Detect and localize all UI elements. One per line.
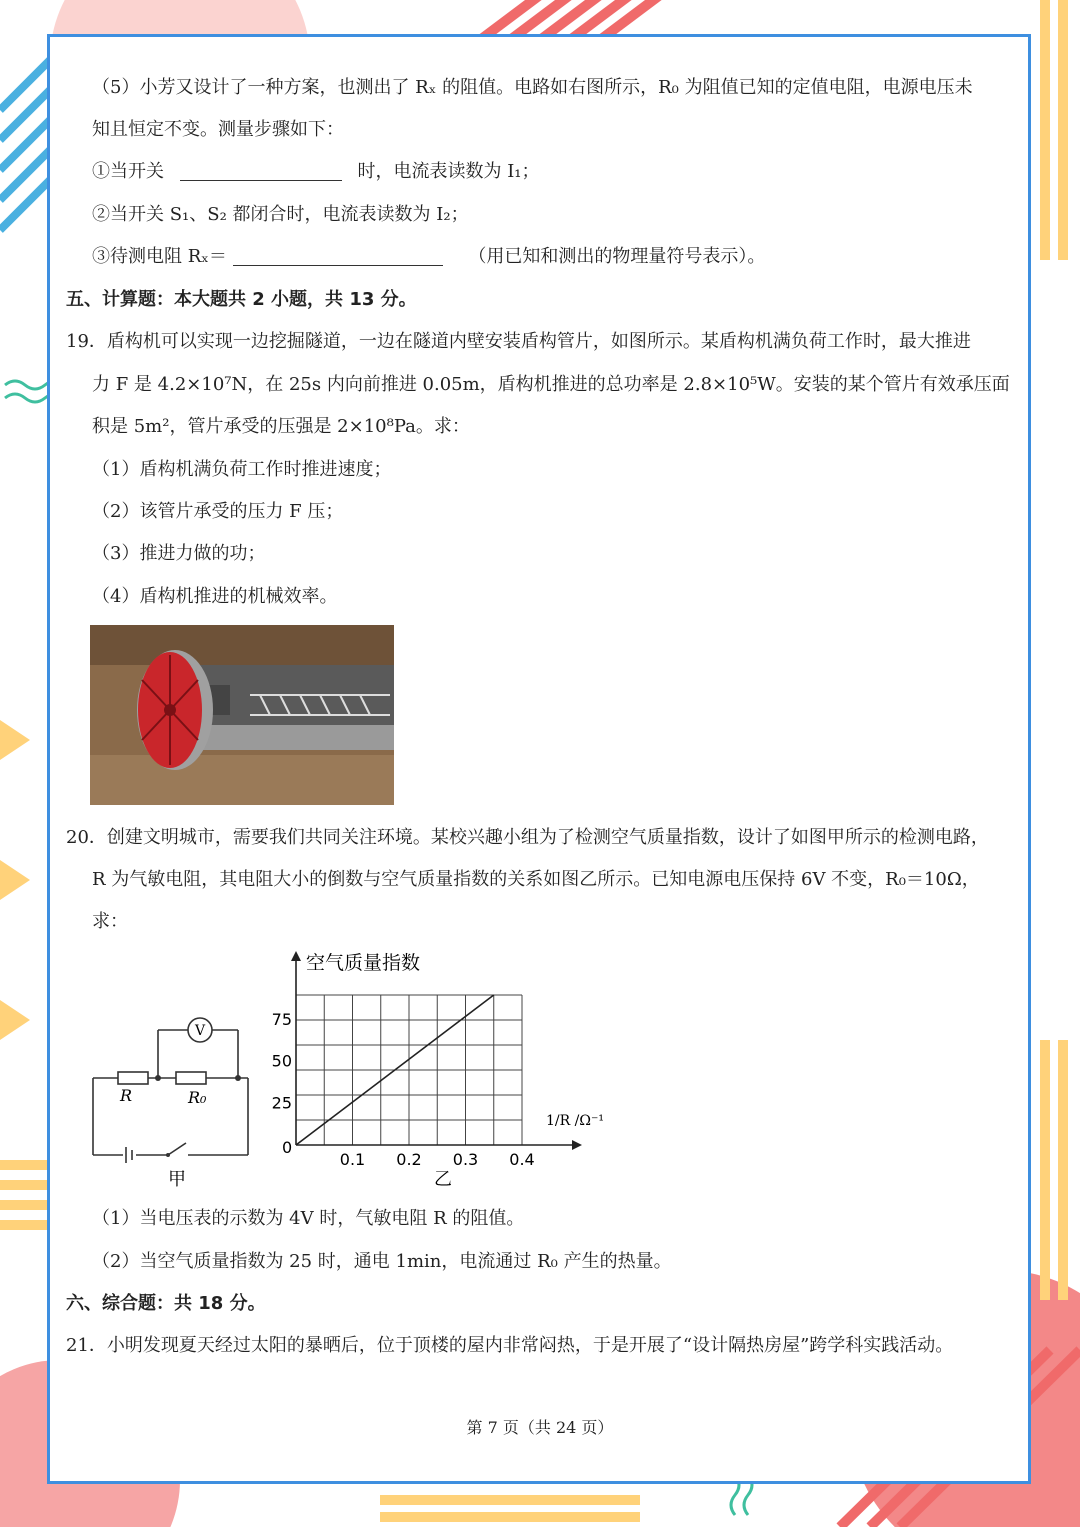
q20-sub1: （1）当电压表的示数为 4V 时，气敏电阻 R 的阻值。 [92, 1208, 525, 1229]
x-tick-label: 0.4 [509, 1150, 535, 1169]
x-tick-label: 0.1 [339, 1150, 366, 1169]
graph-origin-label: 0 [282, 1138, 293, 1157]
q18-step3-blank[interactable] [233, 247, 443, 266]
q19-sub3: （3）推进力做的功； [92, 543, 266, 564]
y-tick-label: 50 [271, 1051, 292, 1071]
q18-step3 [92, 245, 765, 269]
q18-part5-line2: 知且恒定不变。测量步骤如下： [92, 119, 344, 140]
q19-sub1: （1）盾构机满负荷工作时推进速度； [92, 459, 392, 480]
resistor-r-label: R [120, 1086, 133, 1105]
q19-sub2: （2）该管片承受的压力 F 压； [92, 501, 344, 522]
resistor-r0-label: R₀ [188, 1088, 207, 1107]
q18-step1 [92, 160, 540, 184]
q21-line1: 21．小明发现夏天经过太阳的暴晒后，位于顶楼的屋内非常闷热，于是开展了“设计隔热房屋”跨学科实践活动。 [66, 1335, 954, 1356]
q19-line3: 积是 5m²，管片承受的压强是 2×10⁸Pa。求： [92, 416, 470, 437]
graph-grid [296, 995, 522, 1145]
q18-step1-blank[interactable] [180, 162, 342, 181]
section6-title: 六、综合题：共 18 分。 [66, 1293, 266, 1314]
q18-part5-line1: （5）小芳又设计了一种方案，也测出了 Rₓ 的阻值。电路如右图所示，R₀ 为阻值已知的定值电阻，电源电压未 [92, 77, 973, 98]
section5-title: 五、计算题：本大题共 2 小题，共 13 分。 [66, 289, 417, 310]
x-tick-label: 0.3 [452, 1150, 479, 1169]
q20-line3: 求： [92, 911, 128, 932]
x-tick-label: 0.2 [396, 1150, 422, 1169]
shield-machine-photo [90, 625, 394, 805]
q19-line2: 力 F 是 4.2×10⁷N，在 25s 内向前推进 0.05m，盾构机推进的总功率是 2.8×10⁵W。安装的某个管片有效承压面 [92, 374, 1010, 395]
graph-ylabel: 空气质量指数 [306, 952, 421, 974]
q19-sub4: （4）盾构机推进的机械效率。 [92, 586, 338, 607]
aqi-graph-yi [262, 945, 622, 1195]
circuit-diagram-jia [88, 1015, 258, 1195]
q20-sub2: （2）当空气质量指数为 25 时，通电 1min，电流通过 R₀ 产生的热量。 [92, 1251, 672, 1272]
q18-step2: ②当开关 S₁、S₂ 都闭合时，电流表读数为 I₂； [92, 204, 469, 225]
graph-caption: 乙 [434, 1169, 452, 1190]
page-footer: 第 7 页（共 24 页） [466, 1418, 614, 1437]
resistor-r0 [176, 1072, 206, 1084]
y-tick-label: 25 [271, 1093, 292, 1113]
q18-step3-prefix: ③待测电阻 Rₓ＝ [92, 246, 227, 267]
q19-line1: 19．盾构机可以实现一边挖掘隧道，一边在隧道内壁安装盾构管片，如图所示。某盾构机满负荷工作时，最大推进 [66, 331, 971, 352]
q20-line2: R 为气敏电阻，其电阻大小的倒数与空气质量指数的关系如图乙所示。已知电源电压保持 6V 不变，R₀＝10Ω， [92, 869, 980, 890]
q20-line1: 20．创建文明城市，需要我们共同关注环境。某校兴趣小组为了检测空气质量指数，设计了如图甲所示的检测电路， [66, 827, 989, 848]
y-tick-label: 75 [271, 1010, 292, 1029]
graph-xlabel: 1/R /Ω⁻¹ [546, 1113, 604, 1129]
resistor-r [118, 1072, 148, 1084]
q18-step1-suffix: 时，电流表读数为 I₁； [357, 161, 540, 182]
q18-step3-suffix: （用已知和测出的物理量符号表示）。 [468, 246, 766, 267]
circuit-caption: 甲 [168, 1169, 186, 1190]
q18-step1-prefix: ①当开关 [92, 161, 164, 182]
voltmeter-label: V [194, 1023, 206, 1039]
